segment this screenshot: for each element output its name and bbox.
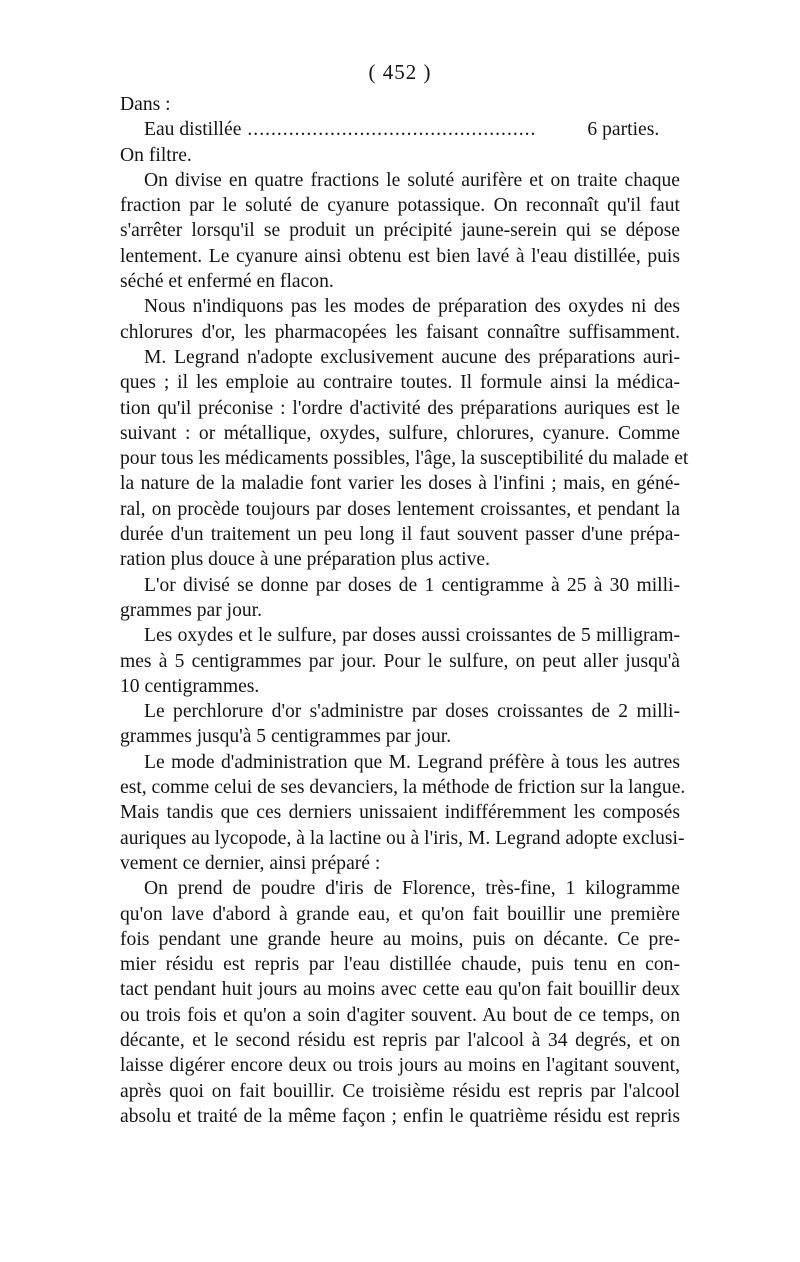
text-line: décante, et le second résidu est repris par l'alcool à 34 degrés, et on xyxy=(120,1029,680,1051)
text-line: s'arrêter lorsqu'il se produit un précipité jaune-serein qui se dépose xyxy=(120,220,680,242)
text-line: tion qu'il préconise : l'ordre d'activité des préparations auriques est le xyxy=(120,397,680,419)
page-number: ( 452 ) xyxy=(368,60,432,84)
text-line: tact pendant huit jours au moins avec cette eau qu'on fait bouillir deux xyxy=(120,979,680,1001)
text-line: fraction par le soluté de cyanure potassique. On reconnaît qu'il faut xyxy=(120,195,680,217)
text-line: Nous n'indiquons pas les modes de préparation des oxydes ni des xyxy=(144,296,680,318)
text-line: séché et enfermé en flacon. xyxy=(120,271,334,293)
text-line: Mais tandis que ces derniers unissaient indifféremment les composés xyxy=(120,802,680,824)
text-line: laisse digérer encore deux ou trois jours au moins en l'agitant souvent, xyxy=(120,1055,680,1077)
text-line: vement ce dernier, ainsi préparé : xyxy=(120,852,381,874)
text-line: après quoi on fait bouillir. Ce troisième résidu est repris par l'alcool xyxy=(120,1080,680,1102)
text-line: ques ; il les emploie au contraire toutes. Il formule ainsi la médica- xyxy=(120,372,680,394)
recipe-heading: Dans : xyxy=(120,94,171,115)
recipe-quantity: 6 parties. xyxy=(587,119,660,141)
text-line: 10 centigrammes. xyxy=(120,675,260,697)
text-line: chlorures d'or, les pharmacopées les faisant connaître suffisamment. xyxy=(120,321,680,343)
text-line: suivant : or métallique, oxydes, sulfure, chlorures, cyanure. Comme xyxy=(120,422,680,444)
text-line: est, comme celui de ses devanciers, la méthode de friction sur la langue. xyxy=(120,777,686,799)
text-line: Le perchlorure d'or s'administre par doses croissantes de 2 milli- xyxy=(144,701,680,723)
text-line: Les oxydes et le sulfure, par doses aussi croissantes de 5 milligram- xyxy=(144,625,680,647)
text-line: On filtre. xyxy=(120,144,192,166)
text-line: mes à 5 centigrammes par jour. Pour le sulfure, on peut aller jusqu'à xyxy=(120,650,680,672)
text-line: qu'on lave d'abord à grande eau, et qu'on fait bouillir une première xyxy=(120,903,680,925)
text-line: grammes par jour. xyxy=(120,599,263,621)
text-line: On divise en quatre fractions le soluté aurifère et on traite chaque xyxy=(144,169,680,191)
leader-dots xyxy=(247,117,537,142)
text-line: grammes jusqu'à 5 centigrammes par jour. xyxy=(120,726,452,748)
text-line: absolu et traité de la même façon ; enfin le quatrième résidu est repris xyxy=(120,1105,680,1127)
text-line: la nature de la maladie font varier les doses à l'infini ; mais, en géné- xyxy=(120,473,680,495)
text-line: pour tous les médicaments possibles, l'âge, la susceptibilité du malade et xyxy=(120,448,689,470)
text-line: ou trois fois et qu'on a soin d'agiter souvent. Au bout de ce temps, on xyxy=(120,1004,680,1026)
text-line: auriques au lycopode, à la lactine ou à l'iris, M. Legrand adopte exclusi- xyxy=(120,827,685,849)
text-line: On prend de poudre d'iris de Florence, très-fine, 1 kilogramme xyxy=(144,878,680,900)
text-line: M. Legrand n'adopte exclusivement aucune des préparations auri- xyxy=(144,346,680,368)
text-line: durée d'un traitement un peu long il faut souvent passer d'une prépa- xyxy=(120,524,680,546)
recipe-ingredient: Eau distillée xyxy=(144,119,242,141)
recipe-line xyxy=(120,117,680,142)
text-line: lentement. Le cyanure ainsi obtenu est bien lavé à l'eau distillée, puis xyxy=(120,245,680,267)
body-text xyxy=(120,92,689,1129)
text-line: ral, on procède toujours par doses lentement croissantes, et pendant la xyxy=(120,498,680,520)
text-line: fois pendant une grande heure au moins, puis on décante. Ce pre- xyxy=(120,928,680,950)
text-line: ration plus douce à une préparation plus active. xyxy=(120,549,490,571)
text-line: L'or divisé se donne par doses de 1 centigramme à 25 à 30 milli- xyxy=(144,574,680,596)
text-line: Le mode d'administration que M. Legrand préfère à tous les autres xyxy=(144,751,680,773)
text-line: mier résidu est repris par l'eau distillée chaude, puis tenu en con- xyxy=(120,954,680,976)
